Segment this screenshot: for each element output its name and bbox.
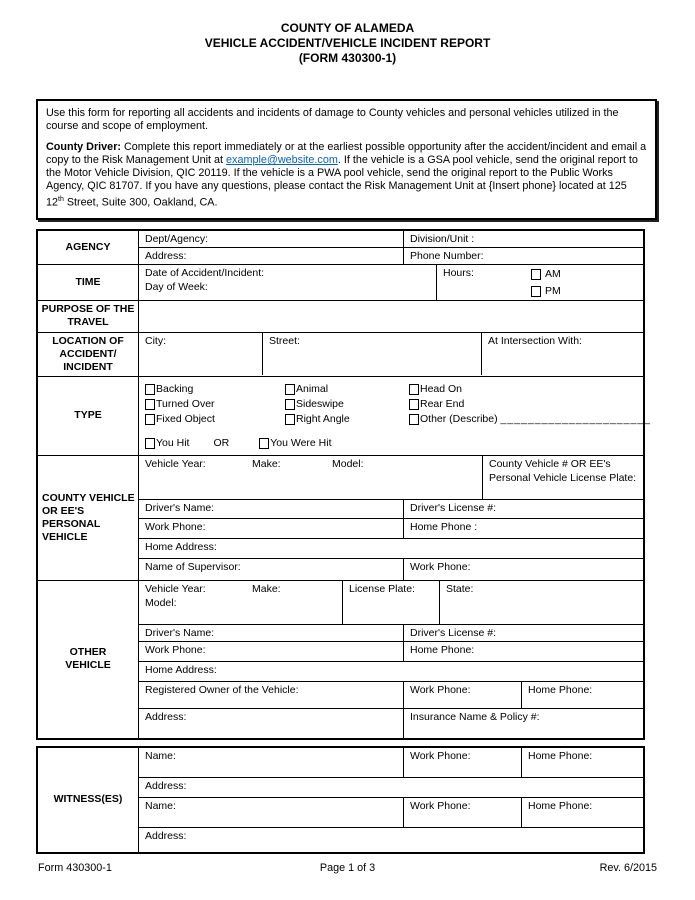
field-city[interactable] [139,333,263,375]
field-label-cv-make: Make: [252,457,281,470]
checkbox-sideswipe[interactable] [285,399,295,410]
field-label-witness1-work-phone: Work Phone: [410,749,471,762]
type-options-grid [145,382,651,427]
field-ov-owner-address[interactable] [139,709,404,738]
field-date-of-incident[interactable] [139,265,437,300]
field-ov-state[interactable] [440,581,643,624]
field-label-cv-vehicle-year: Vehicle Year: [145,457,206,470]
checkbox-pm[interactable] [531,286,541,297]
checkbox-other[interactable] [409,414,419,425]
checkbox-animal[interactable] [285,384,295,395]
label-line: INCIDENT [63,360,113,373]
type-label-animal: Animal [296,382,329,395]
checkbox-right-angle[interactable] [285,414,295,425]
field-cv-supervisor-work-phone[interactable] [404,559,643,580]
section-other-vehicle [38,581,643,738]
field-cv-drivers-license[interactable] [404,500,643,518]
instructions-box [36,99,657,220]
section-label-type: TYPE [38,377,139,455]
instructions-text-2a: Complete this report immediately or at the earliest possible opportunity after the accident/incident and email a copy to the Risk Management Unit at [46,141,647,166]
field-label-day-of-week: Day of Week: [145,280,208,293]
instructions-text-2b: . If the vehicle is a GSA pool vehicle, send the original report to the Motor Vehicle Division, QIC 20119. If the vehicle is a PWA pool vehicle, send the original report to the Public Works Agency, QIC 81707. If you have any questions, please contact the Risk Management Unit at {Insert phone} located at 125 12 [46,154,638,209]
label-line: ACCIDENT/ [59,347,117,360]
field-ov-home-phone[interactable] [404,642,643,661]
field-ov-work-phone[interactable] [139,642,404,661]
field-witness2-address[interactable] [139,828,643,852]
type-label-right-angle: Right Angle [296,412,350,425]
section-label-other-vehicle [38,581,139,738]
page-footer [38,862,657,874]
field-label-ov-owner-address: Address: [145,710,187,723]
section-time [38,265,643,301]
field-witness1-name[interactable] [139,748,404,777]
field-hours[interactable] [437,265,643,300]
type-label-fixed-object: Fixed Object [156,412,215,425]
checkbox-you-hit[interactable] [145,438,155,449]
field-label-witness2-address: Address: [145,829,187,842]
field-ov-license-plate[interactable] [343,581,440,624]
title-line-3: (FORM 430300-1) [298,51,397,65]
section-county-vehicle [38,456,643,581]
field-label-ov-registered-owner: Registered Owner of the Vehicle: [145,683,299,696]
label-line: VEHICLE [42,530,88,543]
field-cv-license-plate[interactable] [483,456,643,499]
or-label: OR [213,437,230,450]
field-label-ov-drivers-name: Driver's Name: [145,626,215,639]
you-were-hit-option [259,436,331,451]
field-label-cv-drivers-license: Driver's License #: [410,501,497,514]
field-label-ov-make: Make: [252,582,281,595]
ordinal-suffix: th [58,196,64,203]
instructions-paragraph-2 [46,141,647,210]
email-link[interactable]: example@website.com [226,154,338,166]
title-line-1: COUNTY OF ALAMEDA [280,21,415,35]
field-ov-owner-home-phone[interactable] [522,682,643,708]
field-label-ov-owner-work-phone: Work Phone: [410,683,471,696]
checkbox-backing[interactable] [145,384,155,395]
section-location [38,333,643,377]
type-options-area [139,377,657,455]
field-cv-supervisor[interactable] [139,559,404,580]
county-driver-label: County Driver: [46,141,121,153]
section-label-witnesses: WITNESS(ES) [38,748,139,852]
type-label-head-on: Head On [420,382,463,395]
checkbox-turned-over[interactable] [145,399,155,410]
field-cv-work-phone[interactable] [139,519,404,538]
am-option [531,267,561,282]
field-dept-agency[interactable] [139,231,404,247]
field-intersection[interactable] [482,333,643,375]
field-witness1-work-phone[interactable] [404,748,522,777]
field-label-ov-license-plate: License Plate: [349,582,415,595]
section-witnesses [38,748,643,852]
type-option-other [409,412,651,427]
label-line: OR EE'S [42,504,85,517]
title-line-2: VEHICLE ACCIDENT/VEHICLE INCIDENT REPORT [204,36,491,50]
field-label-cv-work-phone: Work Phone: [145,520,206,533]
type-option-backing [145,382,285,397]
section-label-purpose [38,301,139,332]
field-label-street: Street: [269,334,300,347]
field-label-cv-drivers-name: Driver's Name: [145,501,215,514]
section-label-time: TIME [38,265,139,300]
instructions-paragraph-1 [46,107,647,133]
field-cv-drivers-name[interactable] [139,500,404,518]
field-label-cv-model: Model: [332,457,364,470]
you-hit-label: You Hit [156,436,190,449]
section-type [38,377,652,456]
field-label-ov-home-phone: Home Phone: [410,643,475,656]
main-form-table [36,229,652,740]
field-label-city: City: [145,334,166,347]
type-option-fixed-object [145,412,285,427]
checkbox-you-were-hit[interactable] [259,438,269,449]
field-label-witness1-home-phone: Home Phone: [528,749,593,762]
instructions-text-1: Use this form for reporting all accidents and incidents of damage to County vehicles and personal vehicles utilized in the course and scope of employment. [46,107,619,132]
field-label-cv-supervisor-work-phone: Work Phone: [410,560,471,573]
you-hit-option [145,436,189,451]
field-ov-insurance[interactable] [404,709,643,738]
field-label-witness1-name: Name: [145,749,176,762]
am-label: AM [545,267,561,280]
type-label-turned-over: Turned Over [156,397,215,410]
field-label-witness2-name: Name: [145,799,176,812]
field-label-division-unit: Division/Unit : [410,232,475,245]
section-agency [38,231,643,265]
label-line: PURPOSE OF THE [41,303,135,316]
field-ov-home-address[interactable] [139,662,643,681]
field-ov-drivers-name[interactable] [139,625,404,641]
type-label-sideswipe: Sideswipe [296,397,344,410]
label-line: OTHER [69,646,107,659]
field-ov-registered-owner[interactable] [139,682,404,708]
field-label-ov-state: State: [446,582,474,595]
field-witness2-work-phone[interactable] [404,798,522,827]
field-label-ov-home-address: Home Address: [145,663,217,676]
footer-revision: Rev. 6/2015 [599,861,657,874]
field-label-date-of-incident: Date of Accident/Incident: [145,266,265,279]
field-label-ov-drivers-license: Driver's License #: [410,626,497,639]
pm-label: PM [545,284,561,297]
instructions-text-2c: Street, Suite 300, Oakland, CA. [63,196,218,209]
field-label-phone-number: Phone Number: [410,249,484,262]
am-pm-options [531,266,561,299]
you-were-hit-label: You Were Hit [270,436,332,449]
type-option-right-angle [285,412,409,427]
type-label-rear-end: Rear End [420,397,465,410]
field-label-witness2-home-phone: Home Phone: [528,799,593,812]
field-label-ov-owner-home-phone: Home Phone: [528,683,593,696]
checkbox-rear-end[interactable] [409,399,419,410]
field-cv-vehicle-year-make-model[interactable] [139,456,483,499]
field-agency-address[interactable] [139,248,404,264]
field-witness1-home-phone[interactable] [522,748,643,777]
field-cv-home-phone[interactable] [404,519,643,538]
form-title [0,0,695,66]
field-label-agency-address: Address: [145,249,187,262]
type-option-head-on [409,382,651,397]
footer-page-number: Page 1 of 3 [319,861,376,874]
field-label-ov-work-phone: Work Phone: [145,643,206,656]
field-label-dept-agency: Dept/Agency: [145,232,209,245]
field-label-cv-license-plate: County Vehicle # OR EE's Personal Vehicle License Plate: [489,457,637,484]
field-phone-number[interactable] [404,248,643,264]
witness-table [36,746,645,854]
field-cv-home-address[interactable] [139,539,643,558]
label-line: TRAVEL [67,316,109,329]
field-witness2-home-phone[interactable] [522,798,643,827]
section-label-county-vehicle [38,456,139,580]
field-label-intersection: At Intersection With: [488,334,582,347]
section-label-agency: AGENCY [38,231,139,264]
field-ov-drivers-license[interactable] [404,625,643,641]
checkbox-fixed-object[interactable] [145,414,155,425]
field-purpose-of-travel[interactable] [139,301,643,332]
field-ov-owner-work-phone[interactable] [404,682,522,708]
type-option-turned-over [145,397,285,412]
type-label-backing: Backing [156,382,194,395]
field-division-unit[interactable] [404,231,643,247]
section-label-location [38,333,139,376]
checkbox-head-on[interactable] [409,384,419,395]
type-option-sideswipe [285,397,409,412]
field-label-cv-home-phone: Home Phone : [410,520,478,533]
field-label-ov-insurance: Insurance Name & Policy #: [410,710,540,723]
field-ov-vehicle-year-make-model[interactable] [139,581,343,624]
field-street[interactable] [263,333,482,375]
other-describe-blank[interactable]: ______________________ [500,412,652,425]
field-label-ov-model: Model: [145,596,177,609]
field-label-witness2-work-phone: Work Phone: [410,799,471,812]
label-line: LOCATION OF [52,334,124,347]
field-label-cv-home-address: Home Address: [145,540,217,553]
field-label-witness1-address: Address: [145,779,187,792]
field-witness2-name[interactable] [139,798,404,827]
you-hit-row [145,436,651,451]
label-line: VEHICLE [65,659,111,672]
type-option-animal [285,382,409,397]
field-label-hours: Hours: [443,266,474,279]
section-purpose [38,301,643,333]
checkbox-am[interactable] [531,269,541,280]
label-line: COUNTY VEHICLE [42,491,135,504]
footer-form-number: Form 430300-1 [38,861,112,874]
field-label-ov-vehicle-year: Vehicle Year: [145,582,206,595]
label-line: PERSONAL [42,517,101,530]
type-label-other: Other (Describe) [420,412,498,425]
type-option-rear-end [409,397,651,412]
field-witness1-address[interactable] [139,778,643,797]
field-label-cv-supervisor: Name of Supervisor: [145,560,241,573]
pm-option [531,284,561,299]
